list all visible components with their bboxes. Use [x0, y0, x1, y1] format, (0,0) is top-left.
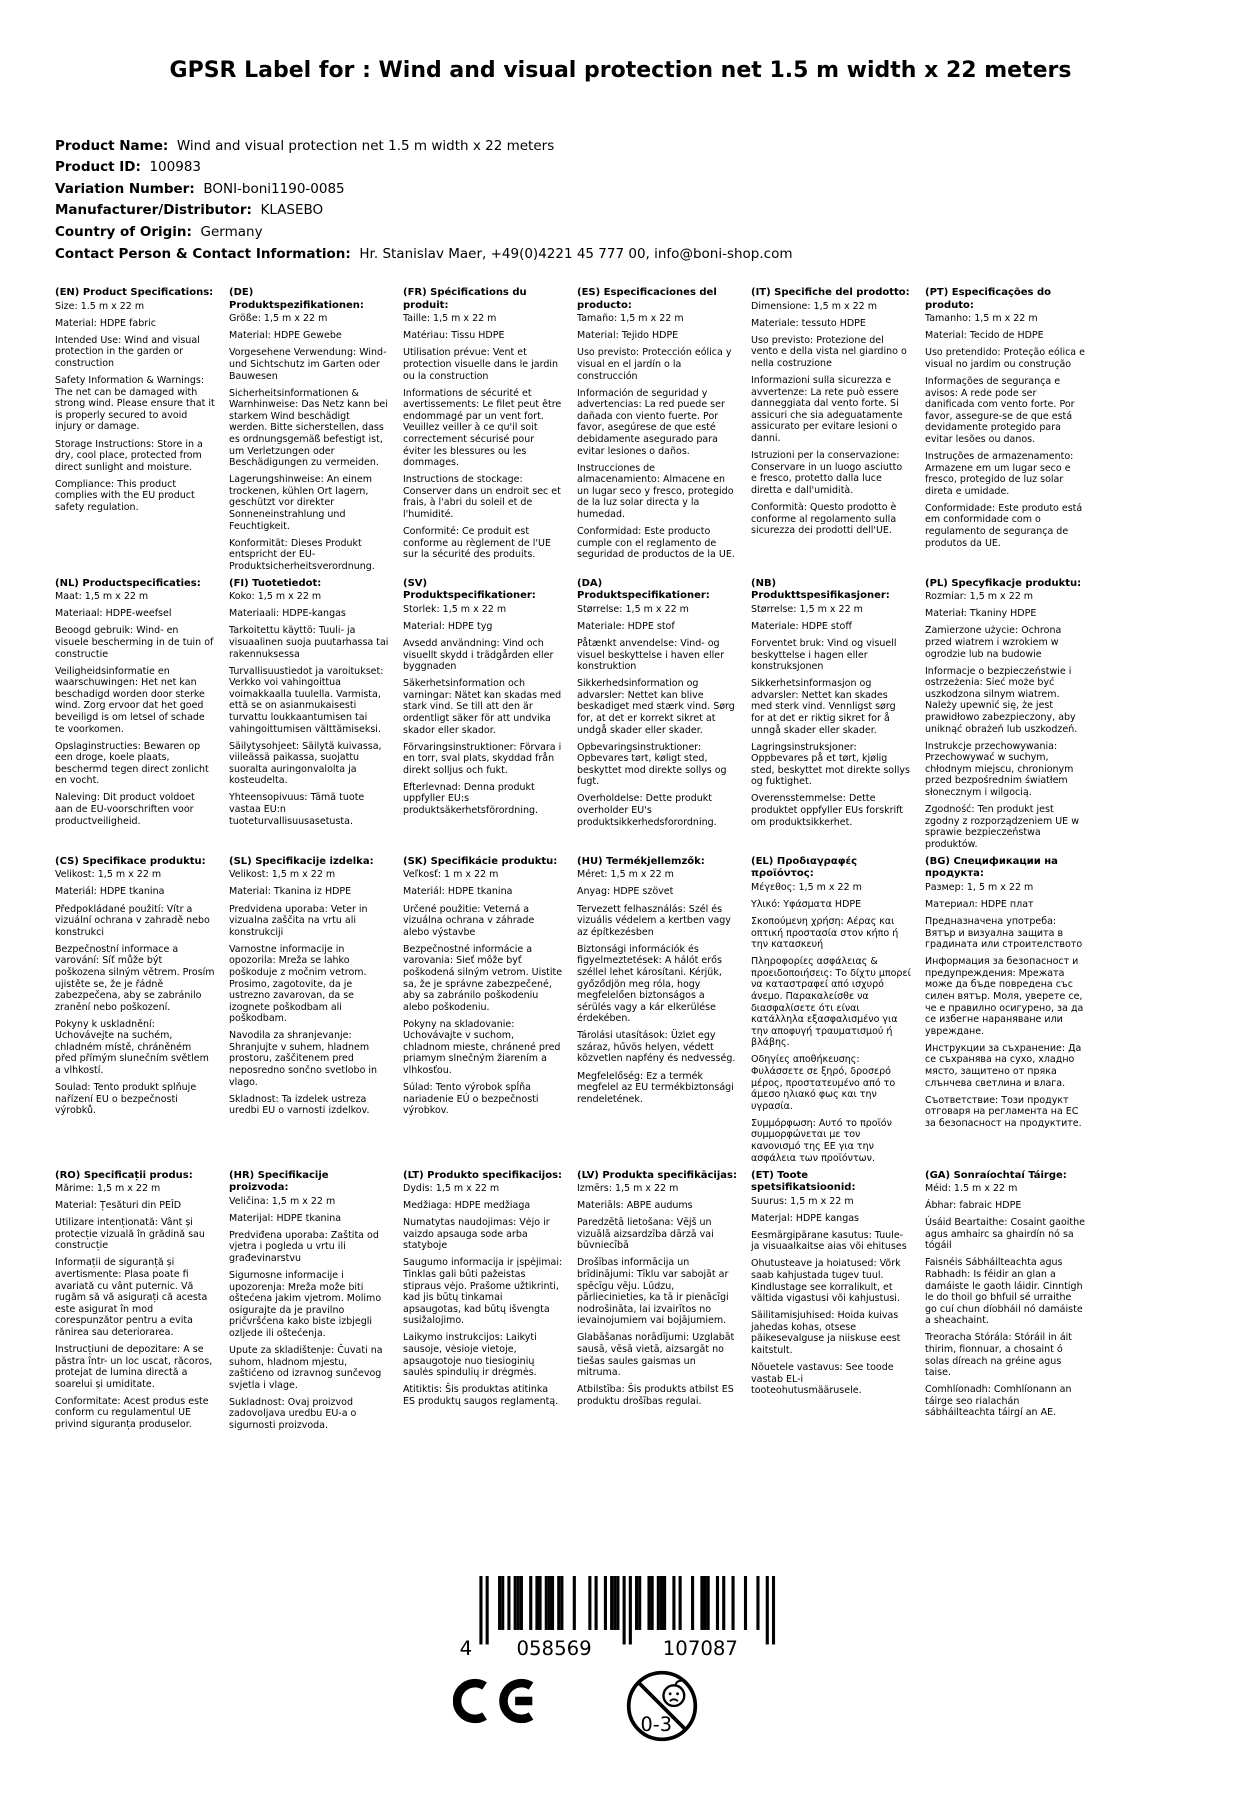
- spec-paragraph: Bezpečnostní informace a varování: Síť může být poškozena silným větrem. Prosím ujistěte se, že je řádně zabezpečena, aby se zabránilo zranění nebo poškození.: [55, 943, 215, 1013]
- lang-block-hr: [229, 1170, 389, 1448]
- spec-paragraph: Megfelelőség: Ez a termék megfelel az EU termékbiztonsági rendeletének.: [577, 1070, 734, 1105]
- lang-block-header: (SV) Produktspecifikationer:: [403, 577, 536, 602]
- spec-paragraph: Informazioni sulla sicurezza e avvertenze: La rete può essere danneggiata dal vento forte. Si assicuri che sia adeguatamente assicurato per evitare lesioni o danni.: [751, 375, 903, 445]
- spec-paragraph: Saugumo informacija ir įspėjimai: Tinklas gali būti pažeistas stipraus vėjo. Prašome užtikrinti, kad jis būtų tinkamai apsaugotas, kad būtų išvengta susižalojimo.: [403, 1257, 563, 1327]
- lang-block-da: [577, 578, 737, 856]
- spec-paragraph: Storage Instructions: Store in a dry, cool place, protected from direct sunlight and moisture.: [55, 438, 203, 473]
- label-footer: [0, 1576, 1241, 1743]
- product-info: [55, 136, 1186, 266]
- info-value: Wind and visual protection net 1.5 m width x 22 meters: [168, 137, 555, 154]
- spec-paragraph: Méid: 1.5 m x 22 m: [925, 1183, 1018, 1195]
- spec-paragraph: Faisnéis Sábháilteachta agus Rabhadh: Is féidir an glan a damáiste le gaoth láidir. Cinntigh le do thoil go bhfuil sé urraithe go cuí chun díobháil nó damáiste a sheachaint.: [925, 1257, 1083, 1327]
- info-label: Variation Number:: [55, 180, 195, 197]
- spec-paragraph: Größe: 1,5 m x 22 m: [229, 313, 328, 325]
- spec-paragraph: Maat: 1,5 m x 22 m: [55, 591, 149, 603]
- spec-paragraph: Matériau: Tissu HDPE: [403, 330, 505, 342]
- lang-block-fr: [403, 287, 563, 566]
- spec-paragraph: Συμμόρφωση: Αυτό το προϊόν συμμορφώνεται με τον κανονισμό της ΕΕ για την ασφάλεια των προϊόντων.: [751, 1117, 892, 1164]
- spec-paragraph: Predviđena uporaba: Zaštita od vjetra i pogleda u vrtu ili građevinarstvu: [229, 1229, 379, 1264]
- spec-paragraph: Instructions de stockage: Conserver dans un endroit sec et frais, à l'abri du soleil et de l'humidité.: [403, 474, 561, 520]
- spec-paragraph: Velikost: 1,5 m x 22 m: [55, 869, 162, 881]
- spec-paragraph: Paredzētā lietošana: Vējš un vizuālā aizsardzība dārzā vai būvniecībā: [577, 1217, 714, 1252]
- spec-paragraph: Tamanho: 1,5 m x 22 m: [925, 313, 1038, 325]
- lang-block-header: (DE) Produktspezifikationen:: [229, 287, 364, 311]
- lang-block-header: (FR) Spécifications du produit:: [403, 287, 527, 311]
- spec-paragraph: Tárolási utasítások: Üzlet egy száraz, hűvös helyen, védett közvetlen napfény és nedvesség.: [577, 1030, 736, 1065]
- spec-paragraph: Koko: 1,5 m x 22 m: [229, 591, 322, 603]
- spec-paragraph: Informações de segurança e avisos: A rede pode ser danificada com vento forte. Por favor, assegure-se de que está devidamente protegido para evitar lesões ou danos.: [925, 376, 1075, 445]
- spec-paragraph: Materiale: tessuto HDPE: [751, 317, 866, 329]
- spec-paragraph: Información de seguridad y advertencias: La red puede ser dañada con viento fuerte. Por favor, asegúrese de que esté debidamente asegurado para evitar lesiones o daños.: [577, 387, 725, 457]
- lang-block-el: [751, 856, 911, 1170]
- info-row: [55, 222, 1186, 244]
- lang-block-header: (NB) Produkttspesifikasjoner:: [751, 577, 890, 602]
- spec-paragraph: Materiál: HDPE tkanina: [403, 886, 513, 898]
- spec-paragraph: Uso pretendido: Proteção eólica e visual no jardim ou construção: [925, 347, 1085, 370]
- spec-paragraph: Rozmiar: 1,5 m x 22 m: [925, 591, 1034, 603]
- info-label: Contact Person & Contact Information:: [55, 245, 351, 262]
- spec-paragraph: Izmērs: 1,5 m x 22 m: [577, 1183, 679, 1195]
- ce-mark-icon: [453, 1669, 553, 1733]
- spec-paragraph: Beoogd gebruik: Wind- en visuele bescherming in de tuin of constructie: [55, 625, 214, 660]
- lang-block-sv: [403, 578, 563, 856]
- spec-paragraph: Materiale: HDPE stoff: [751, 620, 852, 632]
- spec-paragraph: Upute za skladištenje: Čuvati na suhom, hladnom mjestu, zaštićeno od izravnog sunčevog svjetla i vlage.: [229, 1344, 383, 1391]
- lang-block-cs: [55, 856, 215, 1134]
- spec-paragraph: Materijal: HDPE tkanina: [229, 1212, 342, 1224]
- age-warning-text: 0-3: [640, 1712, 672, 1736]
- spec-paragraph: Conformità: Questo prodotto è conforme al regolamento sulla sicurezza dei prodotti dell'UE.: [751, 501, 897, 537]
- spec-paragraph: Soulad: Tento produkt splňuje nařízení EU o bezpečnosti výrobků.: [55, 1082, 197, 1117]
- spec-paragraph: Atbilstība: Šis produkts atbilst ES produktu drošības regulai.: [577, 1384, 734, 1407]
- spec-paragraph: Ábhar: fabraic HDPE: [925, 1200, 1022, 1212]
- info-label: Product ID:: [55, 159, 141, 176]
- lang-block-header: (LV) Produkta specifikācijas:: [577, 1169, 737, 1181]
- lang-block-header: (PL) Specyfikacje produktu:: [925, 577, 1082, 589]
- lang-block-sl: [229, 856, 389, 1134]
- barcode-digits-group2: 107087: [662, 1636, 738, 1659]
- lang-block-header: (BG) Спецификации на продукта:: [925, 855, 1058, 880]
- info-row: [55, 200, 1186, 222]
- spec-paragraph: Laikymo instrukcijos: Laikyti sausoje, vėsioje vietoje, apsaugotoje nuo tiesioginių saulės spindulių ir drėgmės.: [403, 1332, 537, 1379]
- info-value: BONI-boni1190-0085: [194, 180, 345, 197]
- spec-paragraph: Forventet bruk: Vind og visuell beskyttelse i hagen eller konstruksjonen: [751, 637, 897, 673]
- spec-paragraph: Comhlíonadh: Comhlíonann an táirge seo rialachán sábháilteachta táirgí an AE.: [925, 1384, 1072, 1419]
- spec-paragraph: Eesmärgipärane kasutus: Tuule- ja visuaalkaitse aias või ehituses: [751, 1229, 907, 1253]
- lang-block-header: (EL) Προδιαγραφές προϊόντος:: [751, 855, 858, 880]
- spec-paragraph: Lagerungshinweise: An einem trockenen, kühlen Ort lagern, geschützt vor direkter Sonneneinstrahlung und Feuchtigkeit.: [229, 474, 373, 532]
- spec-paragraph: Avsedd användning: Vind och visuellt skydd i trädgården eller byggnaden: [403, 637, 554, 673]
- spec-paragraph: Material: Țesături din PEÎD: [55, 1200, 182, 1212]
- spec-paragraph: Säkerhetsinformation och varningar: Nätet kan skadas med stark vind. Se till att den är ordentligt säker för att undvika skador eller skador.: [403, 678, 562, 736]
- spec-paragraph: Förvaringsinstruktioner: Förvara i en torr, sval plats, skyddad från direkt solljus och fukt.: [403, 741, 562, 776]
- lang-block-header: (FI) Tuotetiedot:: [229, 577, 322, 589]
- language-grid: [55, 287, 1241, 1447]
- spec-paragraph: Informații de siguranță și avertismente: Plasa poate fi avariată cu vânt puternic. Vă rugăm să vă asigurați că acesta este asigurat în mod corespunzător pentru a evita rănirea sau deteriorarea.: [55, 1257, 208, 1338]
- lang-block-header: (NL) Productspecificaties:: [55, 577, 201, 589]
- lang-block-bg: [925, 856, 1085, 1135]
- spec-paragraph: Atitiktis: Šis produktas atitinka ES produktų saugos reglamentą.: [403, 1384, 559, 1407]
- spec-paragraph: Informations de sécurité et avertissements: Le filet peut être endommagé par un vent fort. Veuillez veiller à ce qu'il soit correctement sécurisé pour éviter les blessures ou les dommages.: [403, 387, 562, 469]
- spec-paragraph: Μέγεθος: 1,5 m x 22 m: [751, 881, 862, 893]
- spec-paragraph: Size: 1.5 m x 22 m: [55, 300, 145, 312]
- spec-paragraph: Tamaño: 1,5 m x 22 m: [577, 313, 684, 325]
- spec-paragraph: Předpokládané použití: Vítr a vizuální ochrana v zahradě nebo konstrukci: [55, 903, 210, 938]
- info-label: Manufacturer/Distributor:: [55, 202, 252, 219]
- spec-paragraph: Material: HDPE fabric: [55, 317, 156, 329]
- spec-paragraph: Efterlevnad: Denna produkt uppfyller EU:s produktsäkerhetsförordning.: [403, 781, 539, 816]
- spec-paragraph: Navodila za shranjevanje: Shranjujte v suhem, hladnem prostoru, zaščitenem pred neposredno sončno svetlobo in vlago.: [229, 1030, 378, 1088]
- spec-paragraph: Skladnost: Ta izdelek ustreza uredbi EU o varnosti izdelkov.: [229, 1093, 370, 1117]
- spec-paragraph: Conformitate: Acest produs este conform cu regulamentul UE privind siguranța produselor.: [55, 1395, 209, 1430]
- lang-block-nl: [55, 578, 215, 856]
- lang-block-lt: [403, 1170, 563, 1448]
- info-row: [55, 179, 1186, 201]
- lang-block-header: (ES) Especificaciones del producto:: [577, 287, 717, 311]
- spec-paragraph: Súlad: Tento výrobok spĺňa nariadenie EÚ o bezpečnosti výrobkov.: [403, 1082, 539, 1117]
- lang-block-sk: [403, 856, 563, 1134]
- lang-block-pt: [925, 287, 1085, 565]
- info-row: [55, 136, 1186, 158]
- spec-paragraph: Σκοπούμενη χρήση: Αέρας και οπτική προστασία στον κήπο ή την κατασκευή: [751, 916, 899, 951]
- spec-paragraph: Инструкции за съхранение: Да се съхранява на сухо, хладно място, защитено от пряка слънчева светлина и влага.: [925, 1042, 1082, 1089]
- spec-paragraph: Размер: 1, 5 m x 22 m: [925, 881, 1034, 893]
- spec-paragraph: Overensstemmelse: Dette produktet oppfyller EUs forskrift om produktsikkerhet.: [751, 793, 904, 828]
- info-label: Product Name:: [55, 137, 169, 154]
- spec-paragraph: Предназначена употреба: Вятър и визуална защита в градината или строителството: [925, 916, 1083, 951]
- spec-paragraph: Material: HDPE Gewebe: [229, 330, 342, 342]
- spec-paragraph: Biztonsági információk és figyelmeztetések: A hálót erős széllel lehet károsítani. Kérjük, győződjön meg róla, hogy megfelelően biztonságos a sérülés vagy a kár elkerülése érdekében.: [577, 943, 722, 1025]
- spec-paragraph: Predvidena uporaba: Veter in vizualna zaščita na vrtu ali konstrukciji: [229, 903, 368, 938]
- spec-paragraph: Určené použitie: Veterná a vizuálna ochrana v záhrade alebo výstavbe: [403, 903, 535, 938]
- lang-block-en: [55, 287, 215, 565]
- lang-block-header: (SL) Specifikacije izdelka:: [229, 855, 374, 867]
- spec-paragraph: Suurus: 1,5 m x 22 m: [751, 1195, 854, 1207]
- spec-paragraph: Veličina: 1,5 m x 22 m: [229, 1195, 336, 1207]
- lang-block-ga: [925, 1170, 1085, 1448]
- spec-paragraph: Velikost: 1,5 m x 22 m: [229, 869, 336, 881]
- spec-paragraph: Conformidad: Este producto cumple con el reglamento de seguridad de productos de la UE.: [577, 526, 735, 561]
- lang-block-header: (CS) Specifikace produktu:: [55, 855, 206, 867]
- spec-paragraph: Mărime: 1,5 m x 22 m: [55, 1183, 161, 1195]
- spec-paragraph: Størrelse: 1,5 m x 22 m: [751, 603, 863, 615]
- lang-block-header: (IT) Specifiche del prodotto:: [751, 287, 910, 299]
- lang-block-header: (HR) Specifikacije proizvoda:: [229, 1169, 329, 1194]
- spec-paragraph: Informacje o bezpieczeństwie i ostrzeżenia: Sieć może być uszkodzona silnym wiatrem. Należy upewnić się, że jest prawidłowo zabezpieczony, aby uniknąć obrażeń lub uszkodzeń.: [925, 665, 1078, 735]
- spec-paragraph: Opslaginstructies: Bewaren op een droge, koele plaats, beschermd tegen direct zonlicht en vocht.: [55, 740, 209, 787]
- spec-paragraph: Storlek: 1,5 m x 22 m: [403, 603, 507, 615]
- spec-paragraph: Materiál: HDPE tkanina: [55, 886, 165, 898]
- spec-paragraph: Tervezett felhasználás: Szél és vizuális védelem a kertben vagy az építkezésben: [577, 903, 731, 938]
- spec-paragraph: Instrukcje przechowywania: Przechowywać w suchym, chłodnym miejscu, chronionym przed bezpośrednim światłem słonecznym i wilgocią.: [925, 740, 1074, 798]
- spec-paragraph: Compliance: This product complies with the EU product safety regulation.: [55, 478, 195, 513]
- lang-block-header: (RO) Specificații produs:: [55, 1169, 193, 1181]
- spec-paragraph: Opbevaringsinstruktioner: Opbevares tørt, køligt sted, beskyttet mod direkte sollys og fugt.: [577, 741, 727, 788]
- spec-paragraph: Medžiaga: HDPE medžiaga: [403, 1200, 531, 1212]
- spec-paragraph: Utilisation prévue: Vent et protection visuelle dans le jardin ou la construction: [403, 347, 559, 382]
- spec-paragraph: Numatytas naudojimas: Vėjo ir vaizdo apsauga sode arba statyboje: [403, 1217, 550, 1252]
- spec-paragraph: Veiligheidsinformatie en waarschuwingen: Het net kan beschadigd worden door sterke wind. Zorg ervoor dat het goed beveiligd is om letsel of schade te voorkomen.: [55, 665, 205, 735]
- spec-paragraph: Materiale: HDPE stof: [577, 620, 675, 632]
- spec-paragraph: Οδηγίες αποθήκευσης: Φυλάσσετε σε ξηρό, δροσερό μέρος, προστατευμένο από το άμεσο ηλιακό φως και την υγρασία.: [751, 1054, 896, 1112]
- lang-block-header: (PT) Especificações do produto:: [925, 287, 1051, 311]
- spec-paragraph: Conformité: Ce produit est conforme au règlement de l'UE sur la sécurité des produits.: [403, 526, 551, 561]
- spec-paragraph: Uso previsto: Protezione del vento e della vista nel giardino o nella costruzione: [751, 334, 907, 370]
- spec-paragraph: Varnostne informacije in opozorila: Mreža se lahko poškoduje z močnim vetrom. Prosimo, zagotovite, da je ustrezno zavarovan, da se izognete poškodbam ali poškodbam.: [229, 943, 367, 1025]
- info-row: [55, 244, 1186, 266]
- spec-paragraph: Säilytysohjeet: Säilytä kuivassa, viileässä paikassa, suojattu suoralta auringonvalolta ja kosteudelta.: [229, 740, 382, 787]
- lang-block-de: [229, 287, 389, 578]
- spec-paragraph: Sikkerhedsinformation og advarsler: Nettet kan blive beskadiget med stærk vind. Sørg for, at det er korrekt sikret at undgå skader eller skader.: [577, 678, 735, 736]
- lang-block-lv: [577, 1170, 737, 1448]
- spec-paragraph: Bezpečnostné informácie a varovania: Sieť môže byť poškodená silným vetrom. Uistite sa, že je správne zabezpečené, aby sa zabránilo poškodeniu alebo poškodeniu.: [403, 943, 563, 1013]
- info-value: Germany: [191, 224, 263, 241]
- lang-block-header: (HU) Termékjellemzők:: [577, 855, 705, 867]
- page-title: GPSR Label for : Wind and visual protection net 1.5 m width x 22 meters: [169, 58, 1072, 83]
- spec-paragraph: Tarkoitettu käyttö: Tuuli- ja visuaalinen suoja puutarhassa tai rakennuksessa: [229, 625, 389, 660]
- info-value: KLASEBO: [251, 202, 324, 219]
- spec-paragraph: Zgodność: Ten produkt jest zgodny z rozporządzeniem UE w sprawie bezpieczeństwa produktów.: [925, 804, 1079, 850]
- age-warning-0-3-icon: [625, 1669, 699, 1743]
- info-value: 100983: [140, 159, 202, 176]
- spec-paragraph: Πληροφορίες ασφάλειας & προειδοποιήσεις: Το δίχτυ μπορεί να καταστραφεί από ισχυρό άνεμο. Παρακαλείσθε να διασφαλίσετε ότι είναι κατάλληλα εξασφαλισμένο για την αποφυγή τραυματισμού ή βλάβης.: [751, 956, 911, 1049]
- spec-paragraph: Úsáid Beartaithe: Cosaint gaoithe agus amhairc sa ghairdín nó sa tógáil: [925, 1217, 1085, 1252]
- info-row: [55, 157, 1186, 179]
- spec-paragraph: Materiāls: ABPE audums: [577, 1200, 693, 1212]
- lang-block-pl: [925, 578, 1085, 856]
- lang-block-fi: [229, 578, 389, 856]
- spec-paragraph: Съответствие: Този продукт отговаря на регламента на ЕС за безопасност на продуктите.: [925, 1094, 1082, 1129]
- spec-paragraph: Drošības informācija un brīdinājumi: Tīklu var sabojāt ar spēcīgu vēju. Lūdzu, pārliecinieties, ka tā ir pienācīgi nodrošināta, lai izvairītos no ievainojumiem vai bojājumiem.: [577, 1257, 729, 1327]
- info-label: Country of Origin:: [55, 224, 192, 241]
- spec-paragraph: Material: Tejido HDPE: [577, 330, 679, 342]
- spec-paragraph: Vorgesehene Verwendung: Wind- und Sichtschutz im Garten oder Bauwesen: [229, 347, 387, 382]
- spec-paragraph: Veľkosť: 1 m x 22 m: [403, 869, 499, 881]
- lang-block-header: (SK) Špecifikácie produktu:: [403, 855, 558, 867]
- lang-block-header: (DA) Produktspecifikationer:: [577, 577, 710, 602]
- lang-block-ro: [55, 1170, 215, 1448]
- spec-paragraph: Naleving: Dit product voldoet aan de EU-voorschriften voor productveiligheid.: [55, 792, 195, 827]
- spec-paragraph: Информация за безопасност и предупреждения: Мрежата може да бъде повредена със силен вятър. Моля, уверете се, че е правилно осигурено, за да се избегне нараняване или увреждане.: [925, 956, 1084, 1037]
- spec-paragraph: Dimensione: 1,5 m x 22 m: [751, 300, 877, 312]
- spec-paragraph: Material: HDPE tyg: [403, 620, 493, 632]
- spec-paragraph: Overholdelse: Dette produkt overholder EU's produktsikkerhedsforordning.: [577, 793, 717, 828]
- spec-paragraph: Материал: HDPE плат: [925, 898, 1034, 910]
- spec-paragraph: Material: Tkanina iz HDPE: [229, 886, 352, 898]
- spec-paragraph: Ohutusteave ja hoiatused: Võrk saab kahjustada tugev tuul. Kindlustage see korralikult, et vältida vigastusi või kahjustusi.: [751, 1258, 901, 1305]
- spec-paragraph: Størrelse: 1,5 m x 22 m: [577, 603, 689, 615]
- spec-paragraph: Safety Information & Warnings: The net can be damaged with strong wind. Please ensure that it is properly secured to avoid injury or damage.: [55, 375, 215, 433]
- spec-paragraph: Conformidade: Este produto está em conformidade com o regulamento de segurança de produtos da UE.: [925, 502, 1083, 549]
- lang-block-nb: [751, 578, 911, 856]
- spec-paragraph: Sicherheitsinformationen & Warnhinweise: Das Netz kann bei starkem Wind beschädigt werden. Bitte sicherstellen, dass es ordnungsgemäß befestigt ist, um Verletzungen oder Beschädigungen zu vermeiden.: [229, 387, 388, 469]
- lang-block-header: (EN) Product Specifications:: [55, 287, 214, 299]
- spec-paragraph: Yhteensopivuus: Tämä tuote vastaa EU:n tuoteturvallisuusasetusta.: [229, 792, 365, 827]
- spec-paragraph: Säilitamisjuhised: Hoida kuivas jahedas kohas, otsese päikesevalguse ja niiskuse eest kaitstult.: [751, 1310, 901, 1356]
- barcode-digit-left: 4: [459, 1636, 472, 1659]
- spec-paragraph: Υλικό: Υφάσματα HDPE: [751, 898, 862, 910]
- spec-paragraph: Nõuetele vastavus: See toode vastab EL-i tooteohutusmäärusele.: [751, 1362, 894, 1397]
- spec-paragraph: Anyag: HDPE szövet: [577, 886, 674, 898]
- lang-block-hu: [577, 856, 737, 1134]
- spec-paragraph: Materiał: Tkaniny HDPE: [925, 608, 1037, 620]
- spec-paragraph: Pokyny na skladovanie: Uchovávajte v suchom, chladnom mieste, chránené pred priamym slnečným žiarením a vlhkosťou.: [403, 1018, 561, 1077]
- spec-paragraph: Instrucțiuni de depozitare: A se păstra într- un loc uscat, răcoros, protejat de lumina directă a soarelui și umiditate.: [55, 1344, 213, 1390]
- spec-paragraph: Zamierzone użycie: Ochrona przed wiatrem i wzrokiem w ogrodzie lub na budowie: [925, 625, 1062, 660]
- lang-block-et: [751, 1170, 911, 1448]
- spec-paragraph: Sukladnost: Ovaj proizvod zadovoljava uredbu EU-a o sigurnosti proizvoda.: [229, 1396, 357, 1431]
- spec-paragraph: Sigurnosne informacije i upozorenja: Mreža može biti oštećena jakim vjetrom. Molimo osigurajte da je pravilno pričvršćena kako biste izbjegli ozljede ili oštećenja.: [229, 1269, 382, 1339]
- spec-paragraph: Material: Tecido de HDPE: [925, 330, 1044, 342]
- spec-paragraph: Intended Use: Wind and visual protection in the garden or construction: [55, 334, 200, 370]
- spec-paragraph: Dydis: 1,5 m x 22 m: [403, 1183, 500, 1195]
- symbols-row: [453, 1669, 699, 1743]
- spec-paragraph: Taille: 1,5 m x 22 m: [403, 313, 497, 325]
- lang-block-header: (ET) Toote spetsifikatsioonid:: [751, 1169, 856, 1194]
- spec-paragraph: Materiaal: HDPE-weefsel: [55, 608, 172, 620]
- spec-paragraph: Utilizare intenționată: Vânt și protecție vizuală în grădină sau construcție: [55, 1217, 205, 1252]
- spec-paragraph: Sikkerhetsinformasjon og advarsler: Nettet kan skades med sterk vind. Vennligst sørg for at det er riktig sikret for å unngå skader eller skader.: [751, 678, 896, 736]
- spec-paragraph: Treoracha Stórála: Stóráil in áit thirim, fionnuar, a chosaint ó solas díreach na gréine agus taise.: [925, 1332, 1073, 1379]
- spec-paragraph: Materiaali: HDPE-kangas: [229, 608, 346, 620]
- spec-paragraph: Materjal: HDPE kangas: [751, 1212, 860, 1224]
- info-value: Hr. Stanislav Maer, +49(0)4221 45 777 00, info@boni-shop.com: [350, 245, 793, 262]
- spec-paragraph: Lagringsinstruksjoner: Oppbevares på et tørt, kjølig sted, beskyttet mot direkte sollys og fuktighet.: [751, 741, 910, 788]
- spec-paragraph: Instruções de armazenamento: Armazene em um lugar seco e fresco, protegido de luz solar direta e umidade.: [925, 451, 1074, 497]
- spec-paragraph: Konformität: Dieses Produkt entspricht der EU-Produktsicherheitsverordnung.: [229, 537, 375, 572]
- spec-paragraph: Pokyny k uskladnění: Uchovávejte na suchém, chladném místě, chráněném před přímým slunečním světlem a vlhkostí.: [55, 1018, 209, 1077]
- ean13-barcode: [456, 1576, 786, 1659]
- spec-paragraph: Instrucciones de almacenamiento: Almacene en un lugar seco y fresco, protegido de la luz solar directa y la humedad.: [577, 462, 734, 520]
- lang-block-header: (LT) Produkto specifikacijos:: [403, 1169, 563, 1181]
- spec-paragraph: Méret: 1,5 m x 22 m: [577, 869, 674, 881]
- spec-paragraph: Istruzioni per la conservazione: Conservare in un luogo asciutto e fresco, protetto dalla luce diretta e dall'umidità.: [751, 450, 903, 496]
- spec-paragraph: Turvallisuustiedot ja varoitukset: Verkko voi vahingoittua voimakkaalla tuulella. Varmista, että se on asianmukaisesti turvattu loukkaantumisen tai vahingoittumisen välttämiseksi.: [229, 665, 384, 735]
- lang-block-it: [751, 287, 911, 565]
- barcode-digits-group1: 058569: [515, 1636, 592, 1659]
- spec-paragraph: Glabāšanas norādījumi: Uzglabāt sausā, vēsā vietā, aizsargāt no tiešas saules gaismas un mitruma.: [577, 1332, 735, 1379]
- lang-block-header: (GA) Sonraíochtaí Táirge:: [925, 1169, 1067, 1181]
- spec-paragraph: Uso previsto: Protección eólica y visual en el jardín o la construcción: [577, 347, 732, 382]
- lang-block-es: [577, 287, 737, 566]
- spec-paragraph: Påtænkt anvendelse: Vind- og visuel beskyttelse i haven eller konstruktion: [577, 637, 724, 673]
